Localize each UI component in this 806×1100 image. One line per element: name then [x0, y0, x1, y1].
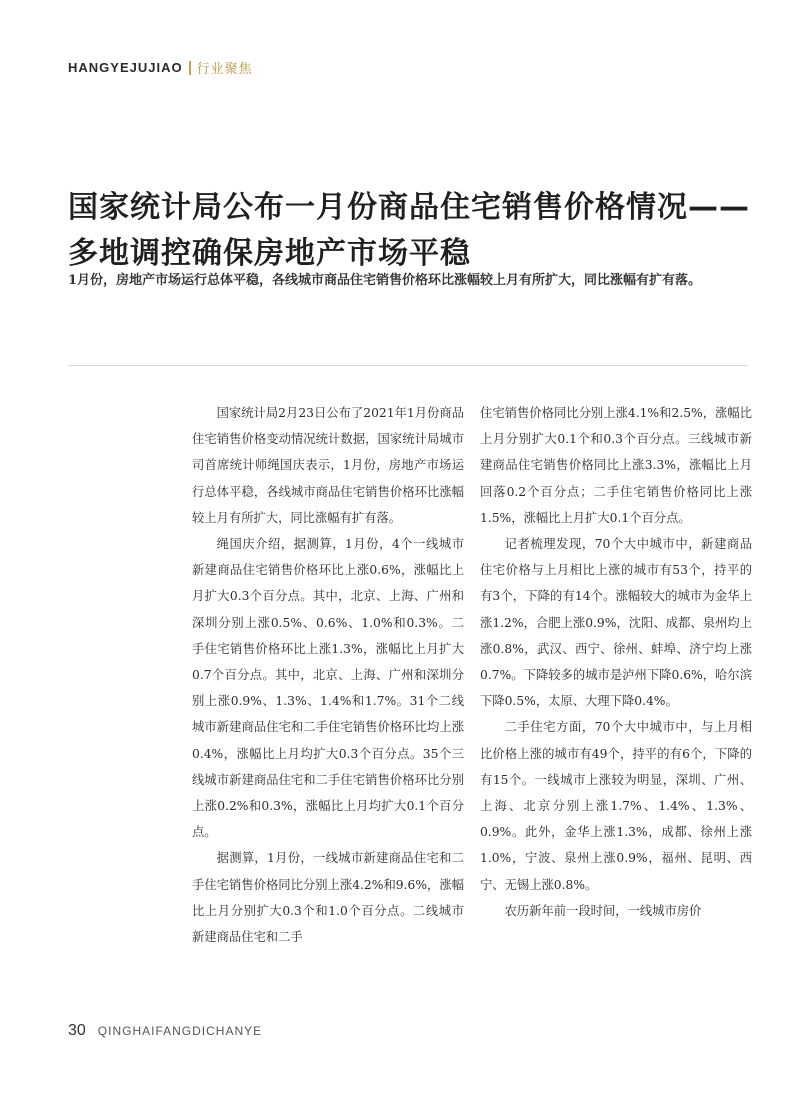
paragraph: 据测算，1月份，一线城市新建商品住宅和二手住宅销售价格同比分别上涨4.2%和9.6%，涨幅比上月分别扩大0.3个和1.0个百分点。二线城市新建商品住宅和二手: [192, 851, 464, 945]
body-column-right: [480, 400, 752, 924]
section-header: [68, 58, 253, 77]
article-title: 国家统计局公布一月份商品住宅销售价格情况——多地调控确保房地产市场平稳: [68, 190, 750, 272]
section-name-en: HANGYEJUJIAO: [68, 60, 183, 75]
page-footer: [68, 1022, 262, 1040]
body-column-left: [192, 400, 464, 950]
paragraph: 绳国庆介绍，据测算，1月份，4个一线城市新建商品住宅销售价格环比上涨0.6%，涨幅比上月扩大0.3个百分点。其中，北京、上海、广州和深圳分别上涨0.5%、0.6%、1.0%和0.3%。二手住宅销售价格环比上涨1.3%，涨幅比上月扩大0.7个百分点。其中，北京、上海、广州和深圳分别上涨0.9%、1.3%、1.4%和1.7%。31个二线城市新建商品住宅和二手住宅销售价格环比均上涨0.4%，涨幅比上月均扩大0.3个百分点。35个三线城市新建商品住宅和二手住宅销售价格环比分别上涨0.2%和0.3%，涨幅比上月均扩大0.1个百分点。: [192, 537, 464, 840]
paragraph: 农历新年前一段时间，一线城市房价: [504, 903, 702, 918]
paragraph: 住宅销售价格同比分别上涨4.1%和2.5%，涨幅比上月分别扩大0.1个和0.3个百分点。三线城市新建商品住宅销售价格同比上涨3.3%，涨幅比上月回落0.2个百分点；二手住宅销售价格同比上涨1.5%，涨幅比上月扩大0.1个百分点。: [480, 406, 752, 525]
paragraph: 二手住宅方面，70个大中城市中，与上月相比价格上涨的城市有49个，持平的有6个，下降的有15个。一线城市上涨较为明显，深圳、广州、上海、北京分别上涨1.7%、1.4%、1.3%、0.9%。此外，金华上涨1.3%，成都、徐州上涨1.0%，宁波、泉州上涨0.9%，福州、昆明、西宁、无锡上涨0.8%。: [480, 720, 752, 892]
page-number: 30: [68, 1022, 86, 1039]
paragraph: 记者梳理发现，70个大中城市中，新建商品住宅价格与上月相比上涨的城市有53个，持平的有3个，下降的有14个。涨幅较大的城市为金华上涨1.2%，合肥上涨0.9%，沈阳、成都、泉州均上涨0.8%，武汉、西宁、徐州、蚌埠、济宁均上涨0.7%。下降较多的城市是泸州下降0.6%，哈尔滨下降0.5%，太原、大理下降0.4%。: [480, 537, 752, 709]
article-lead: 1月份，房地产市场运行总体平稳，各线城市商品住宅销售价格环比涨幅较上月有所扩大，同比涨幅有扩有落。: [68, 273, 702, 288]
paragraph: 国家统计局2月23日公布了2021年1月份商品住宅销售价格变动情况统计数据，国家统计局城市司首席统计师绳国庆表示，1月份，房地产市场运行总体平稳，各线城市商品住宅销售价格环比涨幅较上月有所扩大，同比涨幅有扩有落。: [192, 406, 464, 525]
magazine-name: QINGHAIFANGDICHANYE: [97, 1024, 263, 1038]
section-name-cn: 行业聚焦: [196, 62, 253, 77]
section-divider: [189, 61, 191, 75]
divider-line: [68, 365, 748, 366]
